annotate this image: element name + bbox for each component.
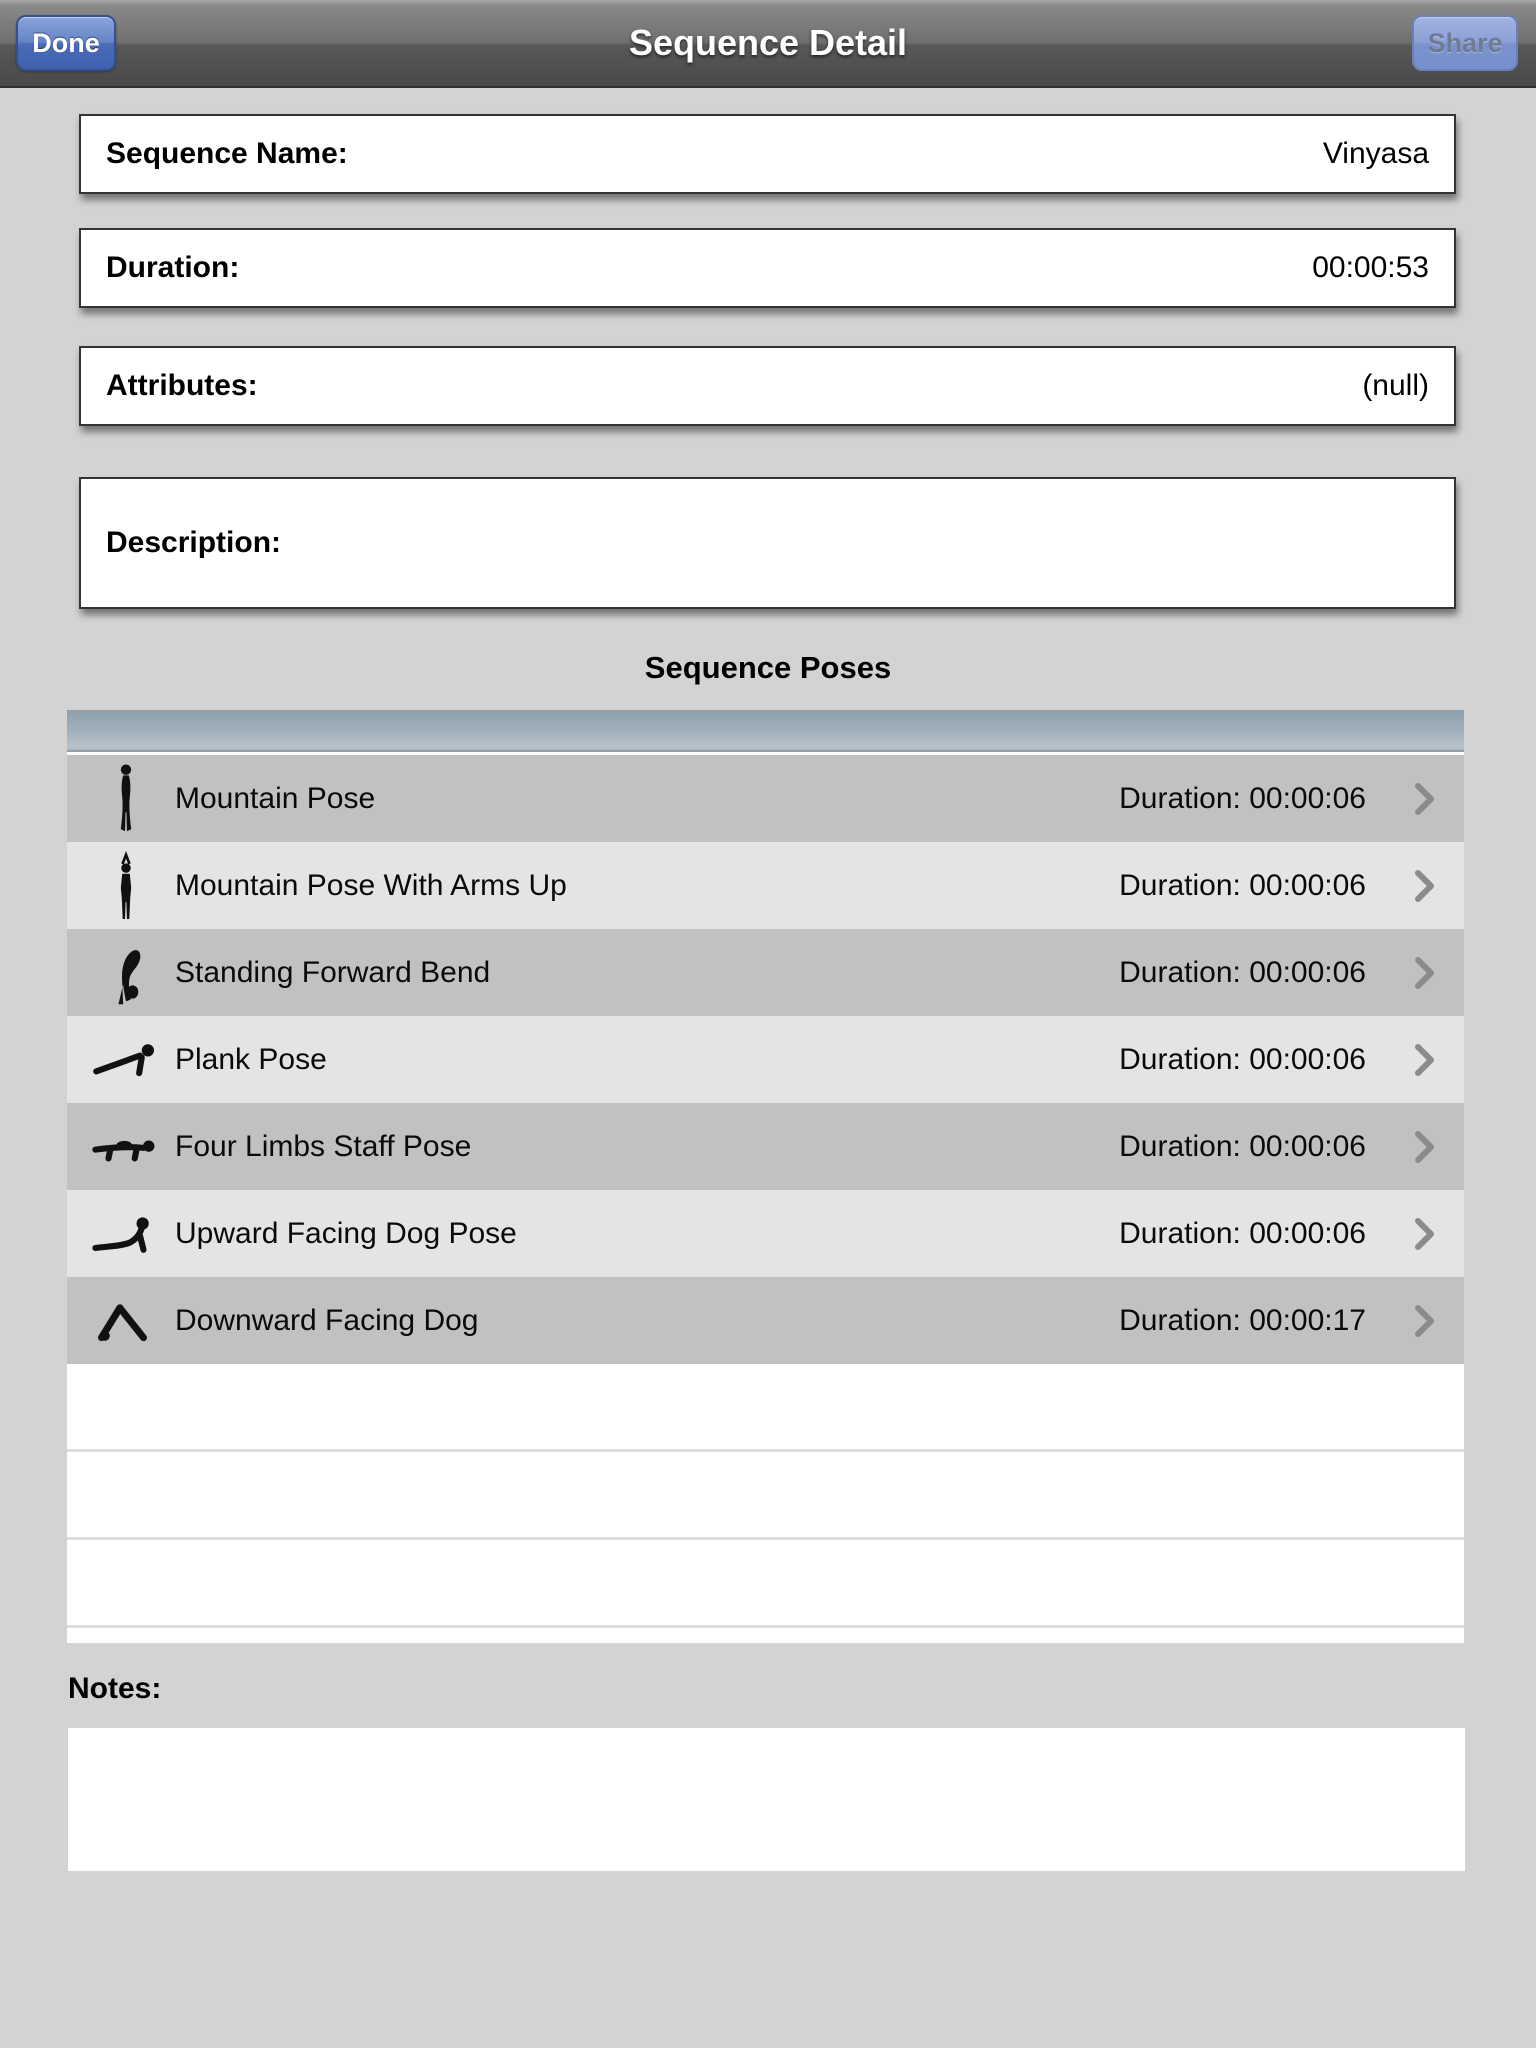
attributes-value: (null): [1362, 369, 1429, 402]
duration-label: Duration:: [106, 251, 240, 284]
duration-prefix: Duration:: [1119, 781, 1250, 815]
upward-facing-dog-icon: [91, 1211, 161, 1257]
row-right: [1119, 869, 1464, 903]
attributes-field[interactable]: [79, 346, 1456, 426]
duration-prefix: Duration:: [1119, 868, 1250, 902]
empty-table-row: [67, 1364, 1464, 1452]
sequence-name-label: Sequence Name:: [106, 137, 348, 170]
chevron-right-icon: [1414, 1043, 1436, 1077]
pose-row-four-limbs-staff-pose[interactable]: [67, 1103, 1464, 1190]
sequence-poses-heading: Sequence Poses: [644, 650, 892, 685]
empty-table-row: [67, 1540, 1464, 1628]
downward-facing-dog-icon: [91, 1295, 161, 1347]
pose-row-mountain-pose[interactable]: [67, 755, 1464, 842]
pose-row-downward-facing-dog[interactable]: [67, 1277, 1464, 1364]
notes-label: Notes:: [68, 1672, 162, 1705]
duration-prefix: Duration:: [1119, 955, 1250, 989]
pose-name: Four Limbs Staff Pose: [175, 1129, 472, 1163]
pose-duration: [1119, 1130, 1366, 1164]
pose-duration: [1119, 1304, 1366, 1338]
duration-value: 00:00:17: [1249, 1303, 1366, 1337]
pose-row-mountain-pose-arms-up[interactable]: [67, 842, 1464, 929]
chevron-right-icon: [1414, 1130, 1436, 1164]
duration-value: 00:00:06: [1249, 955, 1366, 989]
duration-prefix: Duration:: [1119, 1216, 1250, 1250]
duration-prefix: Duration:: [1119, 1042, 1250, 1076]
chevron-right-icon: [1414, 956, 1436, 990]
mountain-pose-arms-up-icon: [91, 850, 161, 922]
share-button[interactable]: Share: [1412, 15, 1518, 71]
pose-duration: [1119, 782, 1366, 816]
duration-prefix: Duration:: [1119, 1303, 1250, 1337]
description-field[interactable]: [79, 477, 1456, 609]
pose-row-plank-pose[interactable]: [67, 1016, 1464, 1103]
description-label: Description:: [106, 526, 282, 559]
pose-name: Plank Pose: [175, 1042, 327, 1076]
duration-value: 00:00:53: [1312, 251, 1429, 284]
mountain-pose-icon: [91, 763, 161, 835]
pose-row-upward-facing-dog-pose[interactable]: [67, 1190, 1464, 1277]
row-right: [1119, 782, 1464, 816]
row-right: [1119, 1304, 1464, 1338]
page-title: Sequence Detail: [628, 22, 908, 63]
duration-value: 00:00:06: [1249, 1216, 1366, 1250]
sequence-name-value: Vinyasa: [1322, 137, 1429, 170]
attributes-label: Attributes:: [106, 369, 258, 402]
chevron-right-icon: [1414, 869, 1436, 903]
sequence-poses-table: [67, 710, 1464, 1643]
plank-pose-icon: [91, 1038, 161, 1082]
pose-name: Mountain Pose With Arms Up: [175, 868, 567, 902]
pose-duration: [1119, 869, 1366, 903]
empty-table-row: [67, 1452, 1464, 1540]
pose-name: Upward Facing Dog Pose: [175, 1216, 517, 1250]
table-header-bar: [67, 710, 1464, 752]
chevron-right-icon: [1414, 1217, 1436, 1251]
row-right: [1119, 1043, 1464, 1077]
pose-name: Standing Forward Bend: [175, 955, 491, 989]
duration-value: 00:00:06: [1249, 868, 1366, 902]
duration-field[interactable]: [79, 228, 1456, 308]
row-right: [1119, 956, 1464, 990]
pose-name: Downward Facing Dog: [175, 1303, 479, 1337]
pose-duration: [1119, 1043, 1366, 1077]
sequence-name-field[interactable]: [79, 114, 1456, 194]
duration-value: 00:00:06: [1249, 1129, 1366, 1163]
row-right: [1119, 1217, 1464, 1251]
duration-value: 00:00:06: [1249, 1042, 1366, 1076]
pose-duration: [1119, 1217, 1366, 1251]
duration-prefix: Duration:: [1119, 1129, 1250, 1163]
chevron-right-icon: [1414, 1304, 1436, 1338]
pose-row-standing-forward-bend[interactable]: [67, 929, 1464, 1016]
duration-value: 00:00:06: [1249, 781, 1366, 815]
notes-input[interactable]: [68, 1728, 1465, 1871]
pose-duration: [1119, 956, 1366, 990]
row-right: [1119, 1130, 1464, 1164]
pose-name: Mountain Pose: [175, 781, 376, 815]
standing-forward-bend-icon: [91, 937, 161, 1009]
chevron-right-icon: [1414, 782, 1436, 816]
done-button[interactable]: Done: [16, 15, 116, 71]
empty-table-row: [67, 1628, 1464, 1643]
navigation-bar: [0, 0, 1536, 88]
four-limbs-staff-pose-icon: [91, 1125, 161, 1169]
